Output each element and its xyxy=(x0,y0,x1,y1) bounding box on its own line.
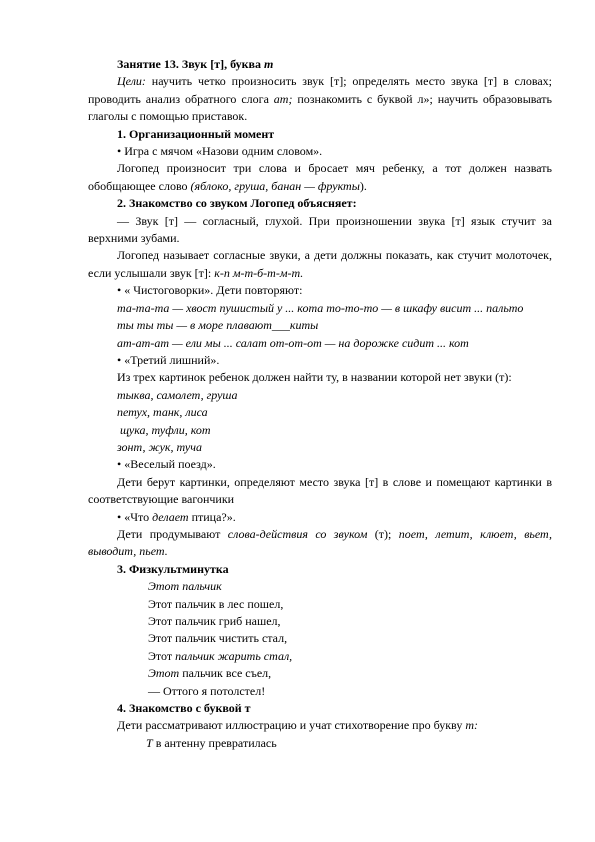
tongue-twister-2: ты ты ты — в море плавают___киты xyxy=(117,318,319,333)
verbs-pre: Дети продумывают xyxy=(117,526,228,541)
verse-line-5 xyxy=(88,648,552,665)
section2-names-sounds: к-п м-т-б-т-м-т. xyxy=(214,265,304,280)
tongue-twister-3: ат-ат-ат — ели мы ... салат от-от-от — на дорожке сидит ... кот xyxy=(117,335,469,350)
word-group-1: тыква, самолет, груша xyxy=(117,387,238,402)
section4-text xyxy=(88,717,552,734)
goals-text: научить четко произносить звук [т]; определять место звука [т] в словах; проводить анализ обратного слога xyxy=(88,74,552,106)
section4-text-main: Дети рассматривают иллюстрацию и учат стихотворение про букву xyxy=(117,718,466,733)
verse-line-6-italic: Этот xyxy=(148,666,180,681)
verbs-italic: слова-действия со звуком xyxy=(227,526,368,541)
section4-verse-letter: Т xyxy=(146,735,153,750)
section1-text xyxy=(88,160,552,195)
section2-odd-one: • «Третий лишний». xyxy=(117,352,220,367)
verse-line-3: Этот пальчик гриб нашел, xyxy=(148,614,281,628)
section1-text-main: Логопед произносит три слова и бросает мяч ребенку, а тот должен назвать обобщающее слово xyxy=(88,161,552,193)
verse-line-1: Этот пальчик xyxy=(148,579,222,594)
word-group-2: петух, танк, лиса xyxy=(117,405,208,420)
section4-verse xyxy=(88,735,552,752)
bird-pre: • «Что xyxy=(117,509,153,524)
verbs-mid: (т); xyxy=(367,526,399,541)
section1-game: • Игра с мячом «Назови одним словом». xyxy=(117,144,323,159)
section1-heading: 1. Организационный момент xyxy=(117,126,275,141)
section2-verbs xyxy=(88,526,552,561)
section2-train: • «Веселый поезд». xyxy=(117,457,216,472)
tongue-twister-1: та-та-та — хвост пушистый у ... кота то-то-то — в шкафу висит ... пальто xyxy=(117,300,524,315)
lesson-content xyxy=(88,56,552,752)
goals-label: Цели: xyxy=(117,74,146,89)
section2-train-text: Дети берут картинки, определяют место звука [т] в слове и помещают картинки в соответствующие вагончики xyxy=(88,474,552,507)
section1-example: (яблоко, груша, банан — фрукты xyxy=(190,178,360,193)
verbs-list: поет, летит, клюет, вьет, выводит, пьет. xyxy=(88,526,552,559)
verse-line-6-post: пальчик все съел, xyxy=(179,666,272,681)
title-text: Занятие 13. Звук [т], буква xyxy=(117,57,265,71)
goals-text-2: познакомить с буквой л»; научить образовывать глаголы с помощью приставок. xyxy=(88,91,552,124)
section3-heading: 3. Физкультминутка xyxy=(117,561,229,576)
title-letter: т xyxy=(264,57,274,71)
verse-line-4: Этот пальчик чистить стал, xyxy=(148,631,288,646)
bird-post: птица?». xyxy=(188,509,236,524)
section4-verse-text: в антенну превратилась xyxy=(152,735,277,750)
section4-letter: т: xyxy=(465,718,478,733)
goals-syllable: am; xyxy=(273,91,293,106)
section2-bird xyxy=(88,509,552,526)
bird-italic: делает xyxy=(152,509,189,524)
word-group-3: щука, туфли, кот xyxy=(117,422,211,437)
verse-line-5-italic: пальчик жарить стал, xyxy=(175,648,293,663)
verse-line-6 xyxy=(88,665,552,682)
lesson-title xyxy=(88,56,552,73)
section2-names xyxy=(88,247,552,282)
verse-line-5-pre: Этот xyxy=(148,648,176,663)
goals-paragraph xyxy=(88,73,552,125)
section1-example-end: ). xyxy=(359,178,367,193)
verse-line-7: — Оттого я потолстел! xyxy=(148,683,266,698)
section2-heading: 2. Знакомство со звуком Логопед объясняет: xyxy=(117,196,357,211)
section2-explain: — Звук [т] — согласный, глухой. При произношении звука [т] язык стучит за верхними зубами. xyxy=(88,213,552,246)
verse-line-2: Этот пальчик в лес пошел, xyxy=(148,596,284,611)
word-group-4: зонт, жук, туча xyxy=(117,439,202,454)
section2-names-text: Логопед называет согласные звуки, а дети должны показать, как стучит молоточек, если услышали звук [т]: xyxy=(88,248,552,280)
section2-odd-text: Из трех картинок ребенок должен найти ту, в названии которой нет звуки (т): xyxy=(117,370,512,385)
section4-heading: 4. Знакомство с буквой т xyxy=(117,701,251,716)
section2-tongue-twisters: • « Чистоговорки». Дети повторяют: xyxy=(117,283,303,298)
